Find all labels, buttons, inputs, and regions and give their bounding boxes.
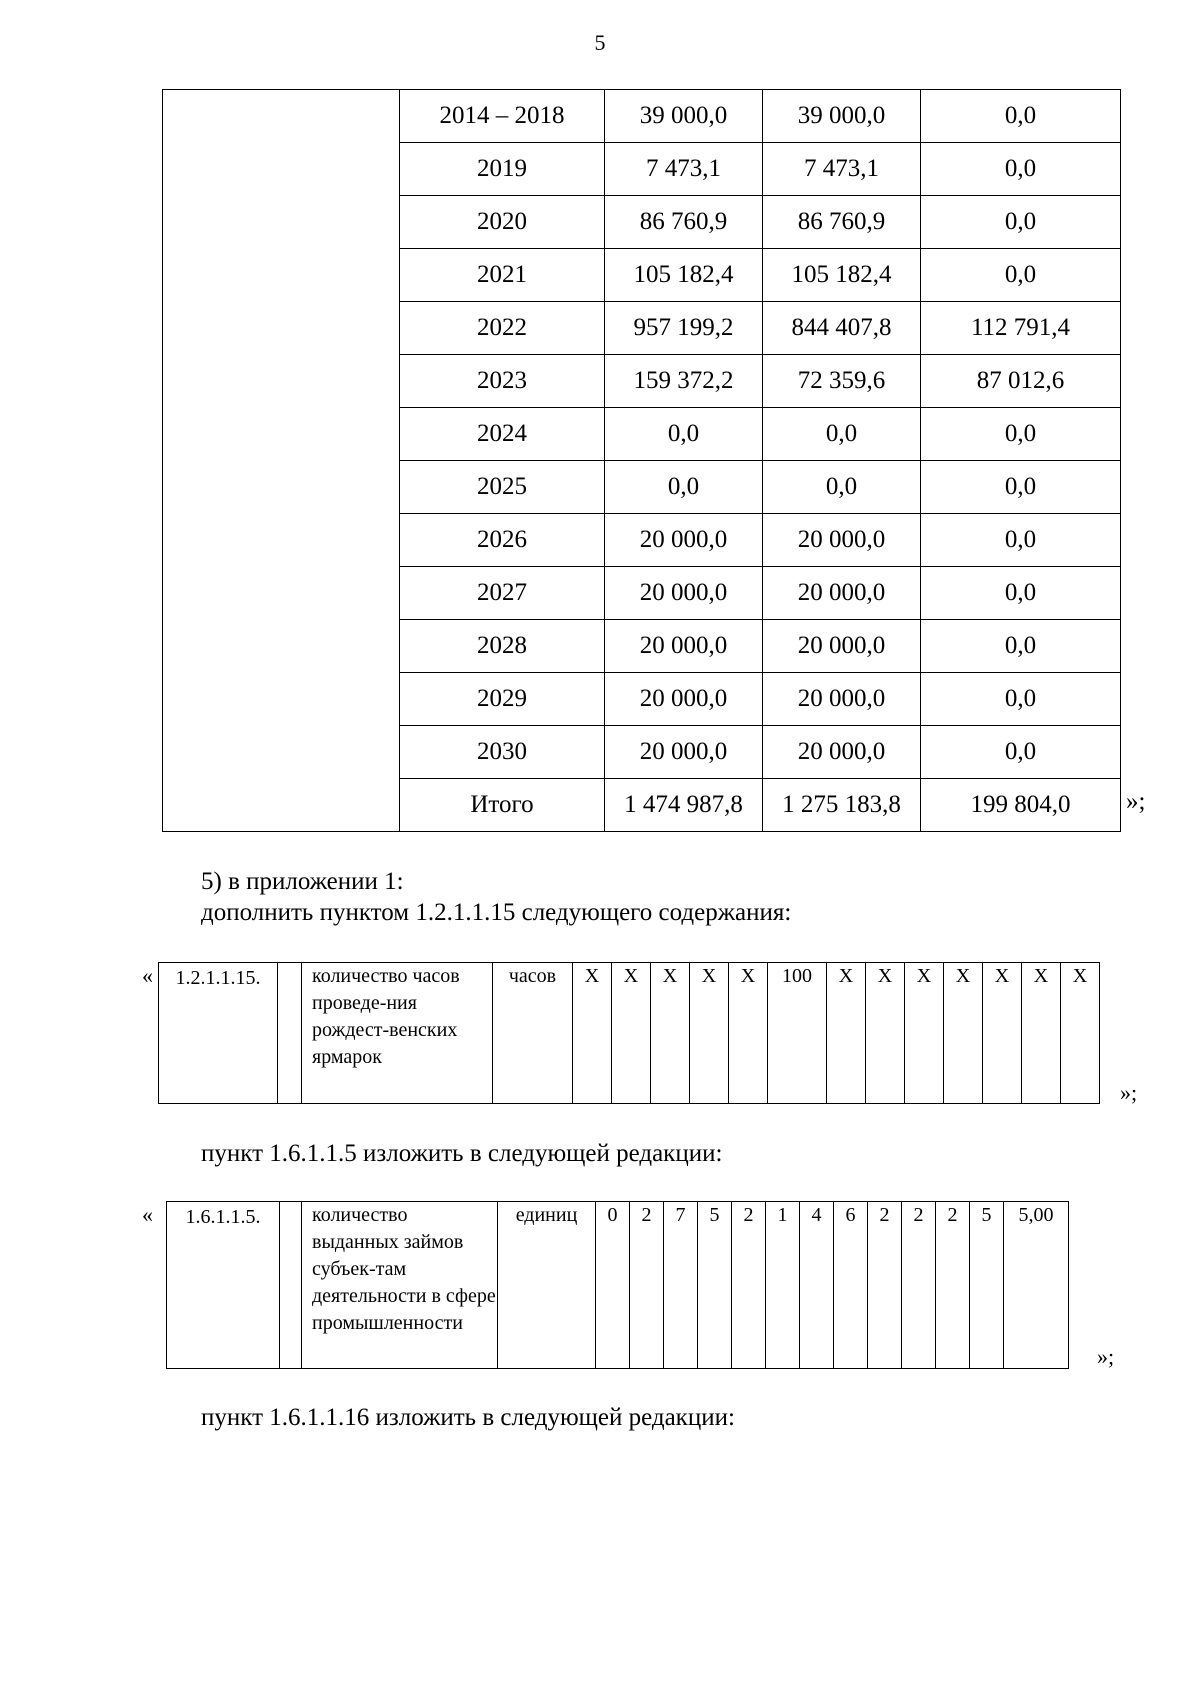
funding-total-cell: 7 473,1: [605, 143, 763, 196]
section-5-line1: 5) в приложении 1:: [201, 868, 404, 895]
funding-year-cell: 2023: [400, 355, 605, 408]
funding-year-cell: 2022: [400, 302, 605, 355]
table-1-value: Х: [573, 963, 612, 1104]
funding-year-cell: 2024: [400, 408, 605, 461]
funding-year-cell: 2019: [400, 143, 605, 196]
funding-col2-cell: 86 760,9: [763, 196, 921, 249]
funding-year-cell: 2027: [400, 567, 605, 620]
funding-col3-cell: 0,0: [921, 249, 1121, 302]
table-1-value: Х: [651, 963, 690, 1104]
table-2-value: 7: [664, 1202, 698, 1369]
funding-col2-cell: 20 000,0: [763, 726, 921, 779]
funding-total-cell: 957 199,2: [605, 302, 763, 355]
table-2-value: 1: [766, 1202, 800, 1369]
funding-col2-cell: 20 000,0: [763, 514, 921, 567]
funding-table-close-quote: »;: [1126, 788, 1146, 815]
funding-col3-cell: 112 791,4: [921, 302, 1121, 355]
table-2-value: 2: [868, 1202, 902, 1369]
funding-col2-cell: 105 182,4: [763, 249, 921, 302]
table-1-value: Х: [729, 963, 768, 1104]
table-2-value: 5: [970, 1202, 1004, 1369]
table-2: [166, 1201, 1069, 1369]
funding-year-cell: 2028: [400, 620, 605, 673]
funding-total-cell: 0,0: [605, 408, 763, 461]
funding-total-cell: 159 372,2: [605, 355, 763, 408]
table-1: [158, 962, 1100, 1104]
funding-col2-cell: 7 473,1: [763, 143, 921, 196]
paragraph-1-6-1-1-5: пункт 1.6.1.1.5 изложить в следующей редакции:: [201, 1140, 723, 1167]
table-1-spacer: [278, 963, 302, 1104]
funding-col3-cell: 0,0: [921, 514, 1121, 567]
table-1-close-quote: »;: [1120, 1080, 1138, 1105]
funding-total-cell: 105 182,4: [605, 249, 763, 302]
funding-col2-cell: 39 000,0: [763, 90, 921, 143]
funding-total-cell: 39 000,0: [605, 90, 763, 143]
table-1-name: количество часов проведе-ния рождест-венских ярмарок: [302, 963, 493, 1104]
funding-blank-cell: [163, 90, 400, 832]
funding-total-cell: 20 000,0: [605, 620, 763, 673]
funding-year-cell: 2020: [400, 196, 605, 249]
funding-col3-cell: 0,0: [921, 143, 1121, 196]
funding-total-cell: 1 474 987,8: [605, 779, 763, 832]
funding-col3-cell: 0,0: [921, 408, 1121, 461]
funding-col2-cell: 1 275 183,8: [763, 779, 921, 832]
table-1-value: Х: [905, 963, 944, 1104]
funding-col3-cell: 0,0: [921, 196, 1121, 249]
funding-col3-cell: 0,0: [921, 90, 1121, 143]
funding-col3-cell: 0,0: [921, 673, 1121, 726]
funding-col2-cell: 844 407,8: [763, 302, 921, 355]
table-1-unit: часов: [493, 963, 573, 1104]
table-1-value: Х: [866, 963, 905, 1104]
funding-year-cell: 2014 – 2018: [400, 90, 605, 143]
table-1-row: [159, 963, 1100, 1104]
table-2-open-quote: «: [142, 1202, 153, 1227]
section-5-line2: дополнить пунктом 1.2.1.1.15 следующего содержания:: [201, 899, 792, 926]
funding-total-cell: 86 760,9: [605, 196, 763, 249]
funding-col2-cell: 20 000,0: [763, 673, 921, 726]
funding-year-cell: 2025: [400, 461, 605, 514]
table-1-value: Х: [612, 963, 651, 1104]
funding-table: [162, 89, 1121, 832]
table-1-value: Х: [1061, 963, 1100, 1104]
page-number: 5: [594, 30, 606, 55]
funding-col2-cell: 0,0: [763, 461, 921, 514]
table-1-value: Х: [690, 963, 729, 1104]
funding-year-cell: 2030: [400, 726, 605, 779]
funding-total-cell: 20 000,0: [605, 514, 763, 567]
table-1-open-quote: «: [142, 963, 153, 988]
table-2-value: 5,00: [1004, 1202, 1069, 1369]
table-2-value: 2: [902, 1202, 936, 1369]
funding-col2-cell: 20 000,0: [763, 567, 921, 620]
table-2-name: количество выданных займов субъек-там деятельности в сфере промышленности: [302, 1202, 498, 1369]
funding-year-cell: Итого: [400, 779, 605, 832]
funding-col3-cell: 87 012,6: [921, 355, 1121, 408]
table-2-spacer: [280, 1202, 302, 1369]
table-2-close-quote: »;: [1097, 1344, 1115, 1369]
funding-year-cell: 2026: [400, 514, 605, 567]
funding-col3-cell: 0,0: [921, 461, 1121, 514]
funding-total-cell: 0,0: [605, 461, 763, 514]
table-2-value: 2: [936, 1202, 970, 1369]
table-2-row: [167, 1202, 1069, 1369]
funding-col3-cell: 199 804,0: [921, 779, 1121, 832]
funding-col3-cell: 0,0: [921, 567, 1121, 620]
table-2-unit: единиц: [498, 1202, 596, 1369]
funding-year-cell: 2021: [400, 249, 605, 302]
table-1-value: Х: [827, 963, 866, 1104]
table-1-value: Х: [944, 963, 983, 1104]
table-2-value: 5: [698, 1202, 732, 1369]
table-2-value: 2: [630, 1202, 664, 1369]
table-2-value: 2: [732, 1202, 766, 1369]
funding-col3-cell: 0,0: [921, 620, 1121, 673]
funding-col2-cell: 72 359,6: [763, 355, 921, 408]
table-1-value: 100: [768, 963, 827, 1104]
funding-col2-cell: 20 000,0: [763, 620, 921, 673]
table-2-code: 1.6.1.1.5.: [167, 1202, 280, 1369]
table-2-value: 6: [834, 1202, 868, 1369]
table-1-code: 1.2.1.1.15.: [159, 963, 278, 1104]
table-1-value: Х: [1022, 963, 1061, 1104]
table-2-value: 4: [800, 1202, 834, 1369]
funding-col2-cell: 0,0: [763, 408, 921, 461]
paragraph-1-6-1-1-16: пункт 1.6.1.1.16 изложить в следующей редакции:: [201, 1404, 735, 1431]
funding-row: [163, 90, 1121, 143]
funding-total-cell: 20 000,0: [605, 673, 763, 726]
funding-total-cell: 20 000,0: [605, 726, 763, 779]
funding-total-cell: 20 000,0: [605, 567, 763, 620]
table-1-value: Х: [983, 963, 1022, 1104]
table-2-value: 0: [596, 1202, 630, 1369]
funding-col3-cell: 0,0: [921, 726, 1121, 779]
funding-year-cell: 2029: [400, 673, 605, 726]
